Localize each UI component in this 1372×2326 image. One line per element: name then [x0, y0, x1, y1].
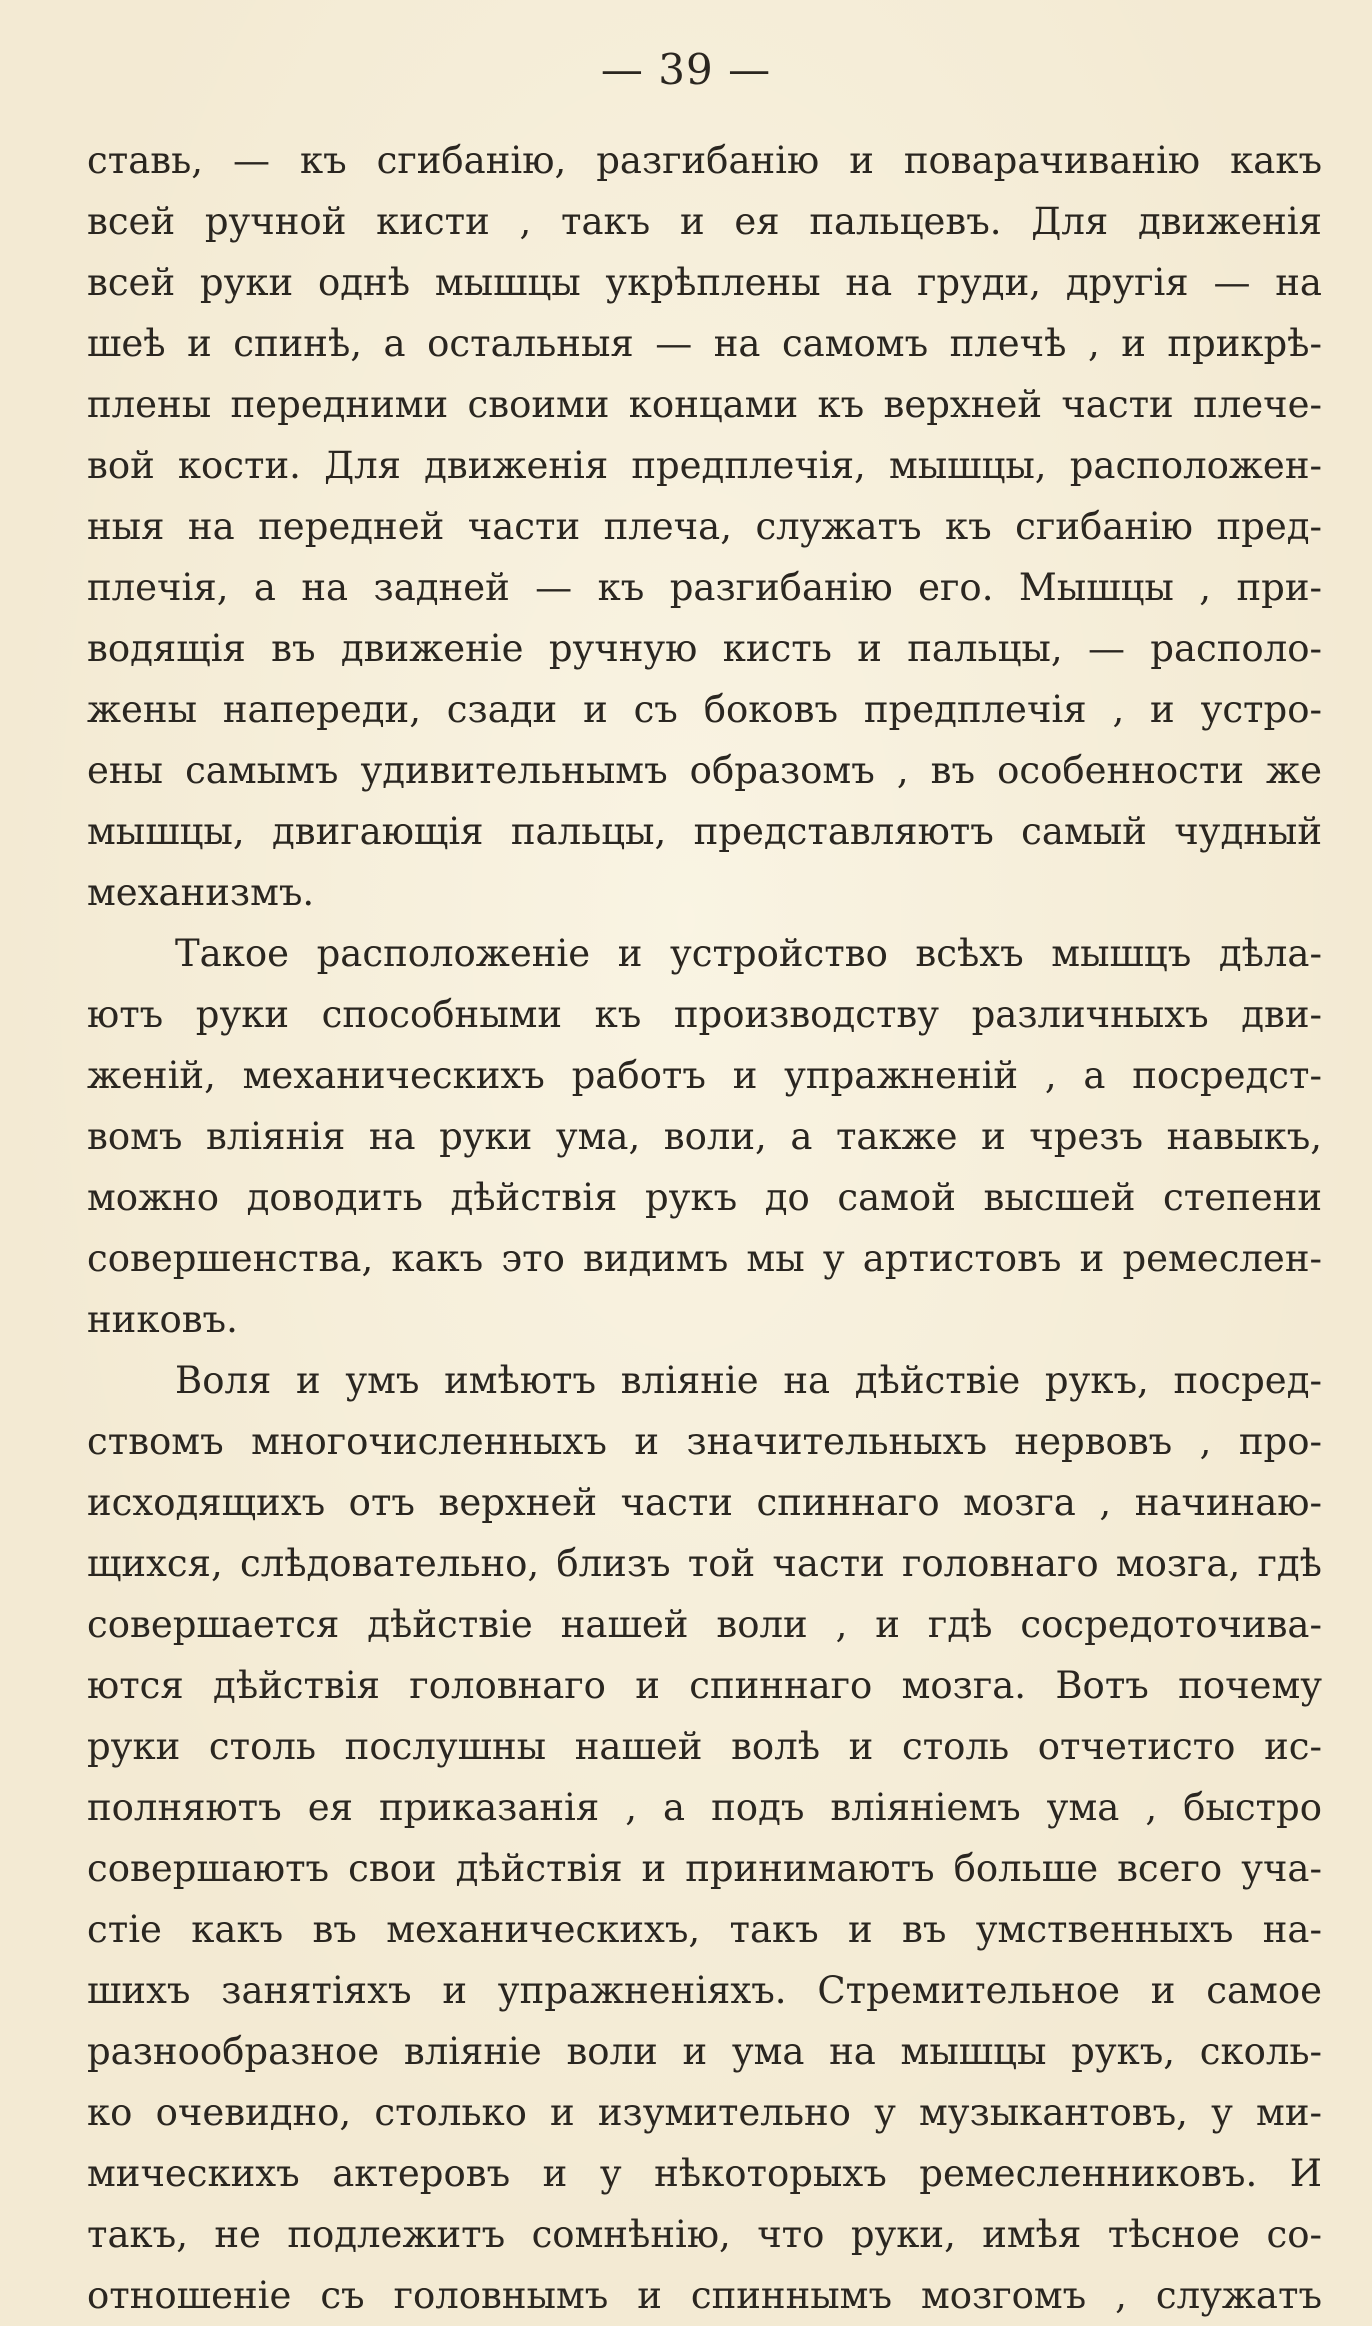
text-line: можно доводить дѣйствія рукъ до самой высшей степени [87, 1176, 1322, 1219]
text-line: разнообразное вліяніе воли и ума на мышцы рукъ, сколь- [87, 2030, 1322, 2073]
text-line: жены напереди, сзади и съ боковъ предплечія , и устро- [87, 688, 1322, 731]
text-line: всей ручной кисти , такъ и ея пальцевъ. Для движенія [87, 200, 1322, 243]
text-line: совершенства, какъ это видимъ мы у артистовъ и ремеслен- [87, 1237, 1322, 1280]
paragraph-3-continued [87, 1411, 1322, 2326]
paragraph-1 [87, 130, 1322, 923]
text-line: механизмъ. [87, 871, 315, 914]
text-line: шихъ занятіяхъ и упражненіяхъ. Стремительное и самое [87, 1969, 1322, 2012]
text-line: шеѣ и спинѣ, а остальныя — на самомъ плечѣ , и прикрѣ- [87, 322, 1322, 365]
text-line: совершаютъ свои дѣйствія и принимаютъ больше всего уча- [87, 1847, 1322, 1890]
text-line: мышцы, двигающія пальцы, представляютъ самый чудный [87, 810, 1322, 853]
text-line: исходящихъ отъ верхней части спиннаго мозга , начинаю- [87, 1481, 1322, 1524]
text-line: совершается дѣйствіе нашей воли , и гдѣ сосредоточива- [87, 1603, 1322, 1646]
text-line: мическихъ актеровъ и у нѣкоторыхъ ремесленниковъ. И [87, 2152, 1322, 2195]
text-line: ставь, — къ сгибанію, разгибанію и поварачиванію какъ [87, 139, 1322, 182]
text-line: всей руки однѣ мышцы укрѣплены на груди, другія — на [87, 261, 1322, 304]
text-line: Воля и умъ имѣютъ вліяніе на дѣйствіе рукъ, посред- [175, 1359, 1322, 1402]
text-line: щихся, слѣдовательно, близъ той части головнаго мозга, гдѣ [87, 1542, 1322, 1585]
text-line: плены передними своими концами къ верхней части плече- [87, 383, 1322, 426]
page-number: — 39 — [600, 45, 772, 94]
text-line: Такое расположеніе и устройство всѣхъ мышцъ дѣла- [175, 932, 1322, 975]
text-line: ются дѣйствія головнаго и спиннаго мозга. Вотъ почему [87, 1664, 1322, 1707]
text-line: ены самымъ удивительнымъ образомъ , въ особенности же [87, 749, 1322, 792]
text-line: ствомъ многочисленныхъ и значительныхъ нервовъ , про- [87, 1420, 1322, 1463]
text-line: такъ, не подлежитъ сомнѣнію, что руки, имѣя тѣсное со- [87, 2213, 1322, 2256]
body-text [87, 130, 1322, 2326]
text-line: руки столь послушны нашей волѣ и столь отчетисто ис- [87, 1725, 1322, 1768]
paragraph-2 [87, 923, 1322, 984]
text-line: ныя на передней части плеча, служатъ къ сгибанію пред- [87, 505, 1322, 548]
paragraph-2-continued [87, 984, 1322, 1350]
text-line: водящія въ движеніе ручную кисть и пальцы, — располо- [87, 627, 1322, 670]
text-line: ко очевидно, столько и изумительно у музыкантовъ, у ми- [87, 2091, 1322, 2134]
text-line: вомъ вліянія на руки ума, воли, а также и чрезъ навыкъ, [87, 1115, 1322, 1158]
text-line: стіе какъ въ механическихъ, такъ и въ умственныхъ на- [87, 1908, 1322, 1951]
text-line: плечія, а на задней — къ разгибанію его. Мышцы , при- [87, 566, 1322, 609]
text-line: никовъ. [87, 1298, 238, 1341]
paragraph-3 [87, 1350, 1322, 1411]
text-line: женій, механическихъ работъ и упражненій , а посредст- [87, 1054, 1322, 1097]
text-line: вой кости. Для движенія предплечія, мышцы, расположен- [87, 444, 1322, 487]
text-line: ютъ руки способными къ производству различныхъ дви- [87, 993, 1322, 1036]
text-line: отношеніе съ головнымъ и спиннымъ мозгомъ , служатъ [87, 2274, 1322, 2317]
text-line: полняютъ ея приказанія , а подъ вліяніемъ ума , быстро [87, 1786, 1322, 1829]
